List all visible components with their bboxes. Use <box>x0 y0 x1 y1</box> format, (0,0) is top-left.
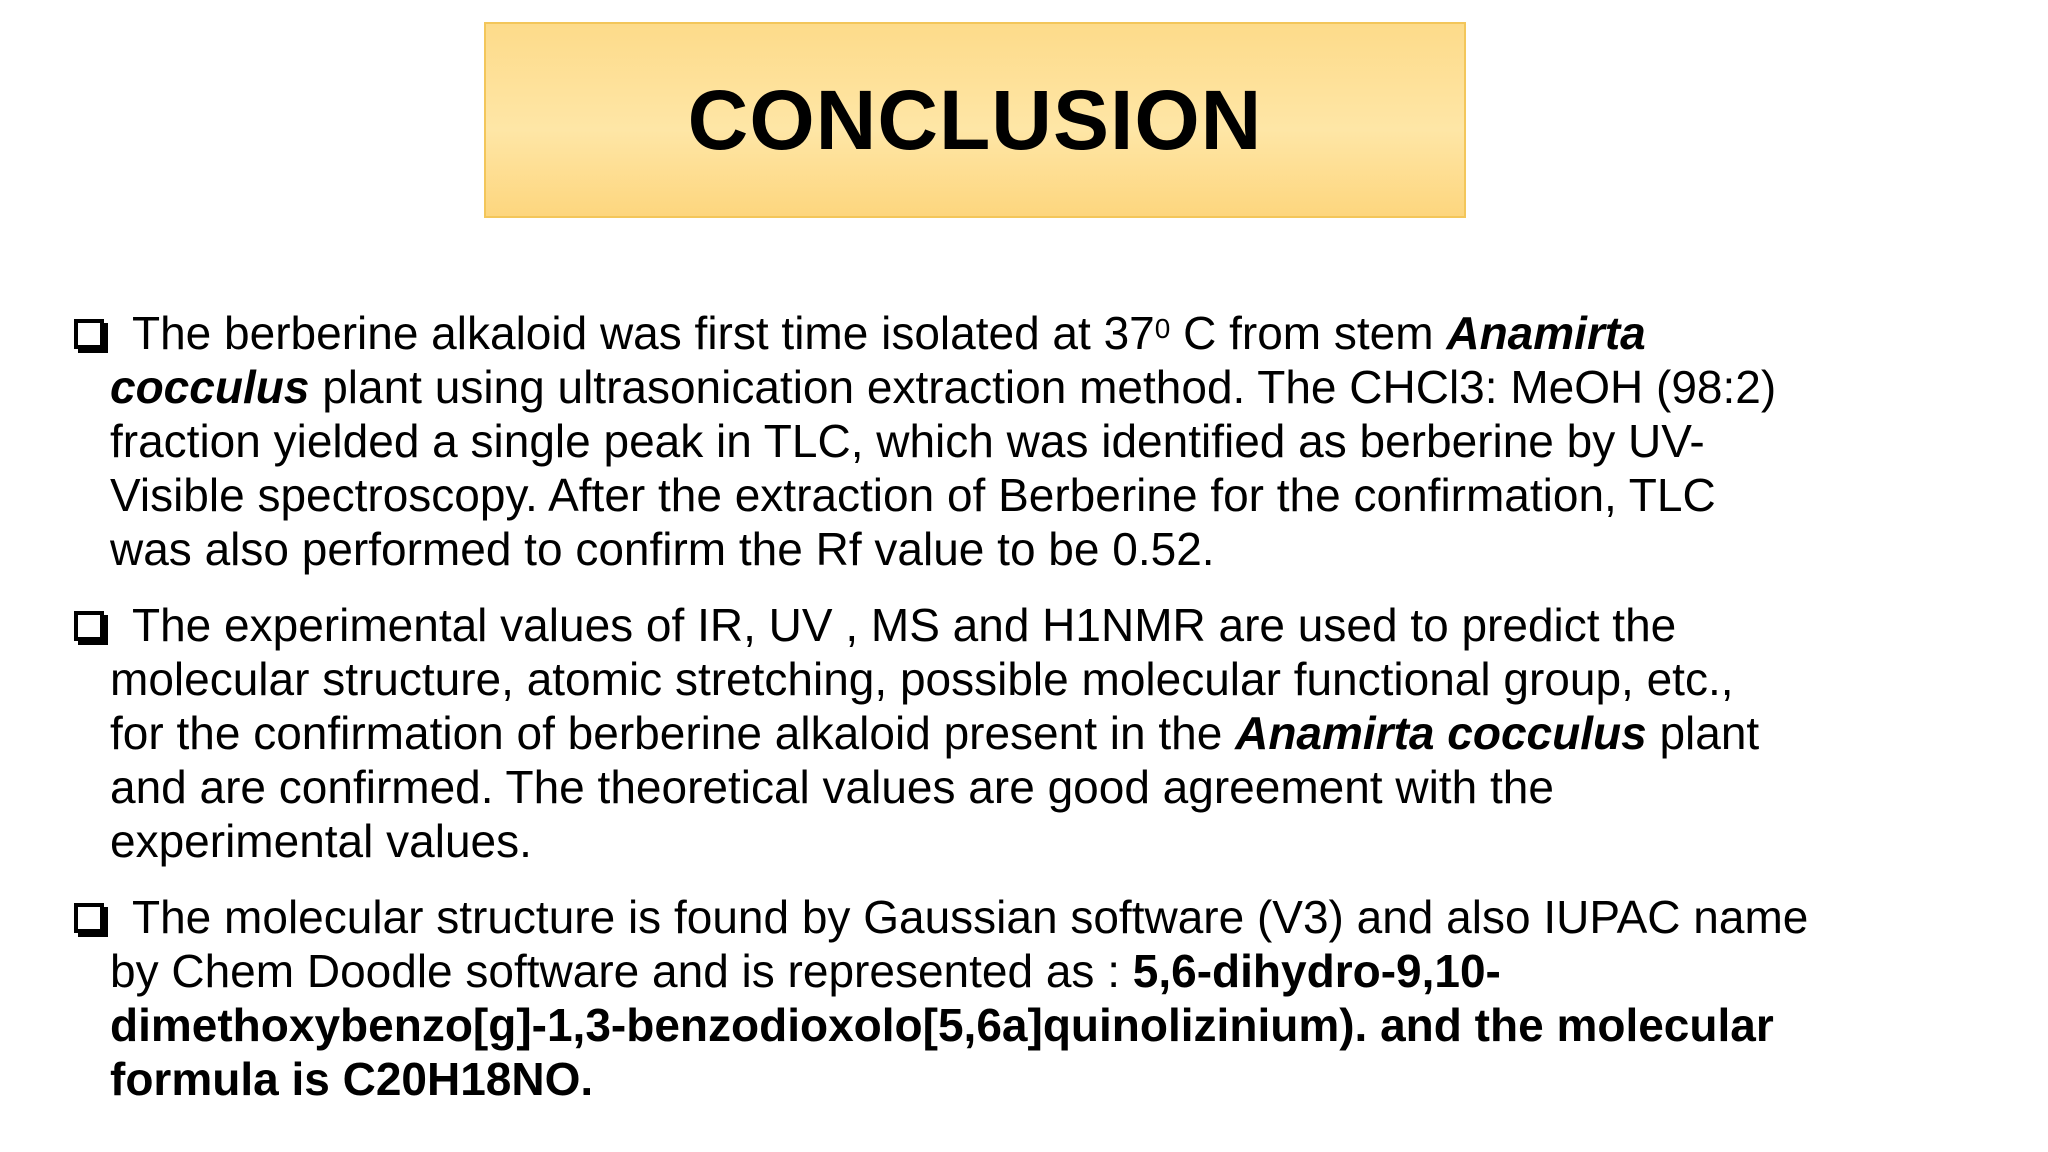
bullet-line: The experimental values of IR, UV , MS and H1NMR are used to predict the <box>132 599 1677 651</box>
checkbox-bullet-icon <box>74 903 104 933</box>
text-run: for the confirmation of berberine alkaloid present in the <box>110 707 1236 759</box>
bullet-list <box>70 306 1990 1128</box>
bullet-item <box>70 306 1990 576</box>
bullet-item <box>70 890 1990 1106</box>
checkbox-bullet-icon <box>74 611 104 641</box>
bullet-line <box>110 706 1990 760</box>
slide-title: CONCLUSION <box>687 72 1263 167</box>
text-run: plant <box>1646 707 1760 759</box>
bullet-line: fraction yielded a single peak in TLC, which was identified as berberine by UV- <box>110 415 1705 467</box>
text-run: plant using ultrasonication extraction method. The CHCl3: MeOH (98:2) <box>309 361 1777 413</box>
iupac-name: 5,6-dihydro-9,10- <box>1132 945 1501 997</box>
bullet-line: formula is C20H18NO. <box>110 1053 594 1105</box>
bullet-line: was also performed to confirm the Rf value to be 0.52. <box>110 523 1215 575</box>
checkbox-bullet-icon <box>74 319 104 349</box>
bullet-line: experimental values. <box>110 815 532 867</box>
species-name: Anamirta <box>1446 307 1646 359</box>
bullet-line <box>110 944 1990 998</box>
bullet-line <box>132 306 1990 360</box>
bullet-line: dimethoxybenzo[g]-1,3-benzodioxolo[5,6a]quinolizinium). and the molecular <box>110 999 1774 1051</box>
species-name: cocculus <box>110 361 310 413</box>
text-run: by Chem Doodle software and is represented as : <box>110 945 1133 997</box>
bullet-line <box>110 360 1990 414</box>
bullet-line: molecular structure, atomic stretching, possible molecular functional group, etc., <box>110 653 1734 705</box>
title-banner <box>484 22 1466 218</box>
superscript: 0 <box>1154 313 1171 344</box>
bullet-item <box>70 598 1990 868</box>
bullet-line: and are confirmed. The theoretical values are good agreement with the <box>110 761 1554 813</box>
bullet-line: The molecular structure is found by Gaussian software (V3) and also IUPAC name <box>132 891 1809 943</box>
text-run: C from stem <box>1170 307 1447 359</box>
bullet-line: Visible spectroscopy. After the extraction of Berberine for the confirmation, TLC <box>110 469 1716 521</box>
species-name: Anamirta cocculus <box>1235 707 1647 759</box>
text-run: The berberine alkaloid was first time isolated at 37 <box>132 307 1155 359</box>
